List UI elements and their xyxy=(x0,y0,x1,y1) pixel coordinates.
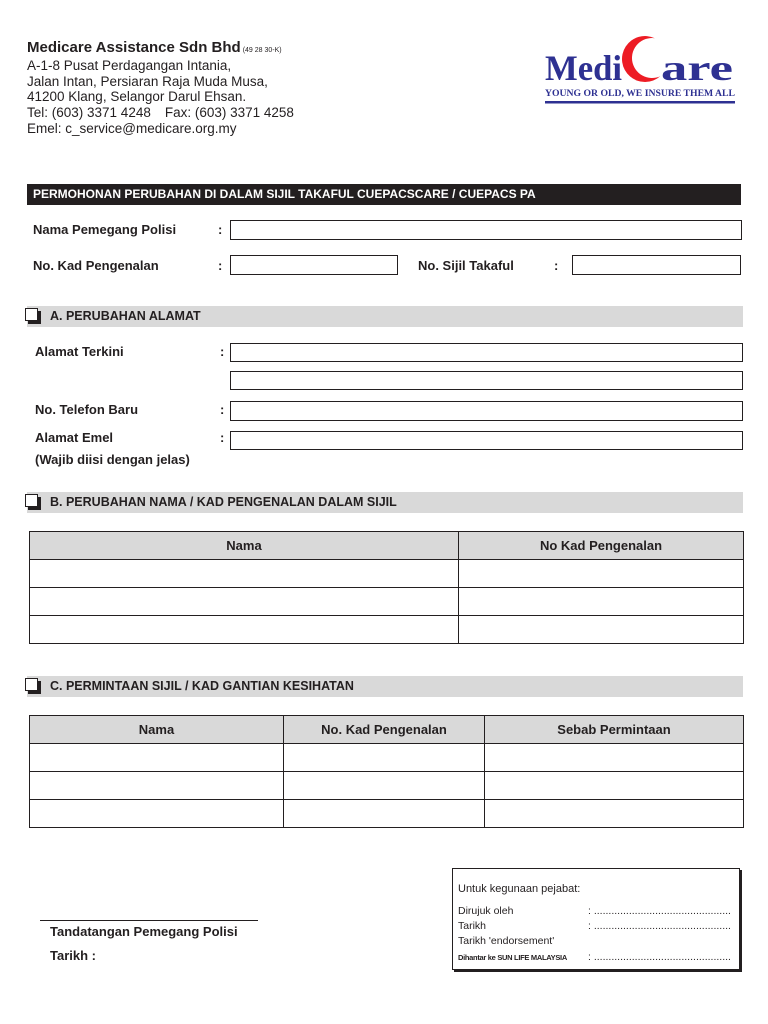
office-use-row-label: Tarikh xyxy=(458,920,487,932)
email-label: Alamat Emel xyxy=(35,430,114,445)
table-row xyxy=(30,616,744,644)
colon: : xyxy=(220,344,225,359)
table-header-row xyxy=(30,532,744,560)
table-cell[interactable] xyxy=(30,800,284,828)
email-field[interactable] xyxy=(230,431,743,450)
table-cell[interactable] xyxy=(284,800,485,828)
current-address-field-line-2[interactable] xyxy=(230,371,743,390)
ic-number-label: No. Kad Pengenalan xyxy=(33,258,159,273)
contact-email: Emel: c_service@medicare.org.my xyxy=(27,121,237,136)
colon: : xyxy=(218,258,223,273)
address-line-2: Jalan Intan, Persiaran Raja Muda Musa, xyxy=(27,74,268,89)
office-use-row-label: Dihantar ke SUN LIFE MALAYSIA xyxy=(458,953,567,962)
table-cell[interactable] xyxy=(30,744,284,772)
table-row xyxy=(30,800,744,828)
colon: : xyxy=(218,222,223,237)
table-cell[interactable] xyxy=(30,560,459,588)
medicare-logo xyxy=(540,30,740,110)
column-header-nama: Nama xyxy=(30,532,459,560)
new-phone-label: No. Telefon Baru xyxy=(35,402,139,417)
table-row xyxy=(30,772,744,800)
address-line-3: 41200 Klang, Selangor Darul Ehsan. xyxy=(27,89,247,104)
table-row xyxy=(30,588,744,616)
office-use-row-fill: : ............................................... xyxy=(588,920,731,932)
office-use-row-label: Tarikh 'endorsement' xyxy=(458,935,555,947)
signature-line[interactable] xyxy=(40,920,258,921)
checkbox-icon[interactable] xyxy=(25,678,38,691)
table-cell[interactable] xyxy=(485,772,744,800)
table-cell[interactable] xyxy=(284,744,485,772)
email-required-note: (Wajib diisi dengan jelas) xyxy=(35,452,190,467)
logo-crescent-c xyxy=(622,36,660,82)
section-c-header: C. PERMINTAAN SIJIL / KAD GANTIAN KESIHATAN xyxy=(27,676,743,697)
table-cell[interactable] xyxy=(30,588,459,616)
signature-label: Tandatangan Pemegang Polisi xyxy=(50,924,238,939)
company-name-text: Medicare Assistance Sdn Bhd xyxy=(27,39,241,56)
policy-holder-name-field[interactable] xyxy=(230,220,742,240)
column-header-ic-number: No Kad Pengenalan xyxy=(459,532,744,560)
office-use-row-fill: : ............................................... xyxy=(588,905,731,917)
colon: : xyxy=(220,430,225,445)
certificate-number-field[interactable] xyxy=(572,255,741,275)
fax-number: Fax: (603) 3371 4258 xyxy=(164,105,294,120)
table-row xyxy=(30,744,744,772)
section-b-header: B. PERUBAHAN NAMA / KAD PENGENALAN DALAM SIJIL xyxy=(27,492,743,513)
column-header-request-reason: Sebab Permintaan xyxy=(485,716,744,744)
office-use-title: Untuk kegunaan pejabat: xyxy=(458,883,581,895)
column-header-nama: Nama xyxy=(30,716,284,744)
new-phone-field[interactable] xyxy=(230,401,743,421)
table-cell[interactable] xyxy=(284,772,485,800)
table-header-row xyxy=(30,716,744,744)
logo-tagline: YOUNG OR OLD, WE INSURE THEM ALL xyxy=(545,89,735,99)
tel-number: Tel: (603) 3371 4248 xyxy=(27,105,151,120)
column-header-ic-number: No. Kad Pengenalan xyxy=(284,716,485,744)
table-cell[interactable] xyxy=(485,800,744,828)
table-cell[interactable] xyxy=(485,744,744,772)
current-address-label: Alamat Terkini xyxy=(35,344,124,359)
section-b-table xyxy=(29,531,744,644)
table-cell[interactable] xyxy=(459,560,744,588)
form-title-bar: PERMOHONAN PERUBAHAN DI DALAM SIJIL TAKAFUL CUEPACSCARE / CUEPACS PA xyxy=(27,184,741,205)
current-address-field-line-1[interactable] xyxy=(230,343,743,362)
table-cell[interactable] xyxy=(459,616,744,644)
company-reg-no: (49 28 30-K) xyxy=(242,47,282,54)
ic-number-field[interactable] xyxy=(230,255,398,275)
section-a-header: A. PERUBAHAN ALAMAT xyxy=(27,306,743,327)
logo-underline xyxy=(545,101,735,104)
checkbox-icon[interactable] xyxy=(25,308,38,321)
policy-holder-name-label: Nama Pemegang Polisi xyxy=(33,222,177,237)
section-c-table xyxy=(29,715,744,828)
table-cell[interactable] xyxy=(30,772,284,800)
certificate-number-label: No. Sijil Takaful xyxy=(418,258,514,273)
address-line-1: A-1-8 Pusat Perdagangan Intania, xyxy=(27,58,232,73)
office-use-row-fill: : ............................................... xyxy=(588,951,731,963)
office-use-row-label: Dirujuk oleh xyxy=(458,905,514,917)
colon: : xyxy=(220,402,225,417)
logo-text-medi: Medi xyxy=(545,48,622,88)
table-cell[interactable] xyxy=(30,616,459,644)
checkbox-icon[interactable] xyxy=(25,494,38,507)
colon: : xyxy=(554,258,559,273)
table-row xyxy=(30,560,744,588)
table-cell[interactable] xyxy=(459,588,744,616)
signature-date-label: Tarikh : xyxy=(50,948,96,963)
office-use-box xyxy=(452,868,740,970)
contact-phone-line xyxy=(27,105,294,121)
company-name xyxy=(27,40,282,59)
logo-text-are: are xyxy=(661,48,734,88)
